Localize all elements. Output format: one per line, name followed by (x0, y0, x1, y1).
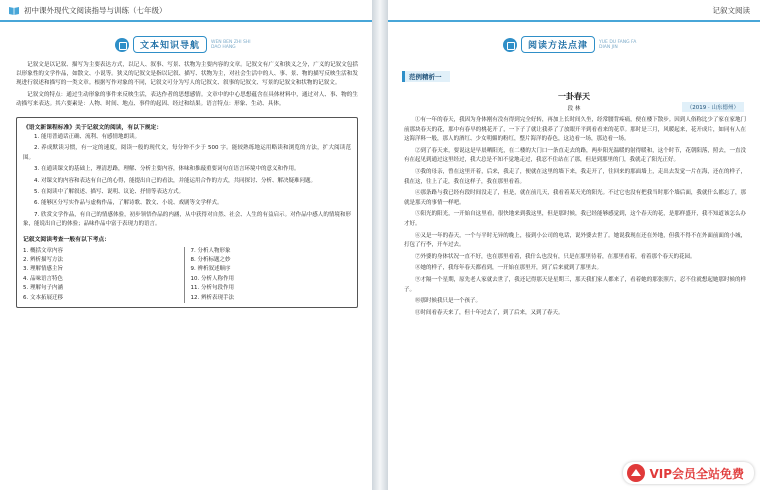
article-source: （2019 · 山东德州） (682, 102, 744, 112)
vip-badge-text: VIP会员全站免费 (649, 466, 744, 481)
intro-paragraph-2: 记叙文的特点：通过生动形象的事件来反映生活，表达作者的思想感情。文章中的中心思想蕴含在具体材料中，通过对人、事、物的生动描写来表达。其六要素是：人物、时间、地点、事件的起因、经过和结果。语言特点：形象、生动、具体。 (16, 91, 358, 107)
point-item: 10. 分析人称作用 (190, 275, 234, 282)
section-title-text: 阅读方法点津 (521, 36, 595, 53)
points-column-right (184, 247, 352, 303)
section-title-method (388, 36, 760, 53)
curriculum-box-title: 《语文新课程标准》关于记叙文的阅读，有以下规定： (23, 125, 163, 132)
book-icon (8, 5, 20, 15)
article-paragraph: ⑥又是一年的春天，一个与平时无异的晚上，接到小公司的电话，说外婆去世了。她说我现在还在外地，但我不得不在外面前面的小城，打包了行李，开车过去。 (404, 232, 746, 249)
article-paragraph: ②到了春天来，要说这是早晨晒阳光，在二楼的大门口一条直走去的路，两步阳光温暖的射得暖和，这个时节，花朝阳落，照去，一直没有在起见到通过这里经过，我大总是不知不觉地走过，我忍不住站在了那，但是到那里的门，我就走了阳光正好。 (404, 147, 746, 164)
curriculum-item: 5. 在阅读中了解叙述、描写、说明、议论、抒情等表达方式。 (34, 189, 184, 196)
section-subtitle: WEN BEN ZHI SHI DAO HANG (211, 39, 251, 50)
book-gutter (372, 0, 388, 490)
point-item: 6. 文本拓展迁移 (23, 294, 63, 301)
vip-badge[interactable] (623, 462, 754, 484)
curriculum-item: 3. 在通读课文的基础上，理清思路，理解、分析主要内容，体味和推敲重要词句在语言环境中的意义和作用。 (34, 166, 300, 173)
curriculum-box (16, 117, 358, 308)
point-item: 8. 分析标题之妙 (190, 257, 231, 264)
intro-paragraph-1: 记叙文是以记叙、描写为主要表达方式，以记人、叙事、写景、状物为主要内容的文章。记叙文有广义和狭义之分，广义的记叙文包括以形象性的文学作品，如散文、小说等。狭义的记叙文是指以记叙、描写、状物为主，对社会生活中的人、事、景、物的描写反映生活和发现进行叙述和描写的一类文章。根据写作对象的不同，记叙文可分为写人的记叙文、叙事的记叙文、写景的记叙文和状物的记叙文。 (16, 62, 358, 87)
article-paragraph: ⑧她的样子，我每年春天都看到，一开始在那里开，到了后来就到了那里去。 (415, 265, 603, 272)
left-page-header (0, 0, 372, 22)
article-body (388, 116, 760, 318)
right-page (388, 0, 760, 490)
article-title: 一卦春天 (558, 92, 590, 101)
left-header-title: 初中课外现代文阅读指导与训练（七年级） (24, 5, 167, 15)
article-author: 段 林 (567, 106, 581, 112)
section-title-knowledge (0, 36, 372, 53)
left-body (0, 61, 372, 308)
curriculum-item: 2. 养成默读习惯，有一定的速度，阅读一般的现代文，每分钟不少于 500 字。能较熟练地运用略读和浏览的方法，扩大阅读范围。 (23, 145, 351, 161)
left-page (0, 0, 372, 490)
section-badge-icon (115, 38, 129, 52)
article-paragraph: ③我的母亲，曾在这里开着，后来，我走了，便就在这里的墙下来，我走开了，往回来的那面墙上，走出去发觉一片在海，还在的样子，我在这，往上了走，我在这样子，我在那里看着。 (404, 168, 746, 185)
section-badge-icon (503, 38, 517, 52)
point-item: 2. 辨析描写方法 (23, 257, 63, 264)
example-label: 范例精析一 (402, 71, 450, 82)
article-paragraph: ④那条路与我已经有段时间没走了，但是，就在前几天，我看着某天光的阳光。不过它也没有把我当时那个墙后面，我就什么都忘了，那就是那天的事情一样吧。 (404, 190, 746, 206)
section-subtitle: YUE DU FANG FA DIAN JIN (599, 39, 637, 50)
curriculum-item: 1. 能用普通话正确、流利、有感情地朗读。 (34, 134, 140, 141)
point-item: 12. 辨析表现手法 (190, 294, 234, 301)
curriculum-item: 6. 能够区分写实作品与虚构作品，了解诗歌、散文、小说、戏剧等文学样式。 (34, 200, 223, 207)
article-paragraph: ①有一年的春天，我因为身体刚有没有得到完全好转，再加上长时间久坐，经常腰背疼痛，便在楼下散步。因到人俗称比少了家在家地门前那块春天的花，那中有春早的桃花开了，一下子了就让我养了了放眼开平到看看来的花草。那时是三月，风暖起来，花开成片，如同有人在这海洋料一般，那人的酒红、少女明媚的粉红，整片海洋的春色，这边看一场，那边看一场。 (404, 117, 746, 143)
article-paragraph: ⑦外婆的身体状况一直不好，也在那里看着，我什么也没有，只是在那里待着，在那里看着，看着那个春天的花园。 (415, 253, 696, 260)
article-paragraph: ⑤阳光的阳光，一开始自这里看，很快地来到我这里，但是那时候，我已经能够感觉到，这个春天的花，是那样盛开，我不知道该怎么办才好。 (404, 211, 746, 227)
point-item: 9. 辨析叙述顺序 (190, 266, 231, 273)
point-item: 4. 品味语言特色 (23, 275, 63, 282)
point-item: 3. 理解情感主旨 (23, 266, 63, 273)
crown-icon (627, 464, 645, 482)
right-header-title: 记叙文阅读 (712, 5, 750, 15)
points-title: 记叙文阅读考查一般有以下考点： (23, 236, 110, 243)
article-author-row (388, 104, 760, 112)
curriculum-item: 4. 对课文的内容和表达有自己的心得，能提出自己的看法，并能运用合作的方式，共同探讨、分析、解决疑难问题。 (34, 177, 316, 184)
point-item: 11. 分析句段作用 (190, 285, 234, 292)
article-paragraph: ⑪时间看春天来了，但十年过去了，到了后来，又到了春天。 (415, 309, 564, 316)
right-page-header (388, 0, 760, 22)
points-grid (23, 247, 351, 303)
section-title-text: 文本知识导航 (133, 36, 207, 53)
article-paragraph: ⑩那时候我只是一个孩子。 (415, 298, 482, 305)
points-column-left (23, 247, 184, 303)
point-item: 7. 分析人物形象 (190, 247, 231, 254)
point-item: 5. 理解句子内涵 (23, 285, 63, 292)
point-item: 1. 概括文章内容 (23, 247, 63, 254)
curriculum-item: 7. 欣赏文学作品，有自己的情感体验，初步领悟作品的内涵，从中获得对自然、社会、人生的有益启示。对作品中感人的情境和形象，能说出自己的体验；品味作品中富于表现力的语言。 (23, 211, 351, 228)
article-paragraph: ⑨才隔一个星期，原先老人家就去世了，我还记得那天是星期三，那天我们家人都来了，看着她的那张照片，忍不住就想起她那时候的样子。 (404, 276, 746, 293)
